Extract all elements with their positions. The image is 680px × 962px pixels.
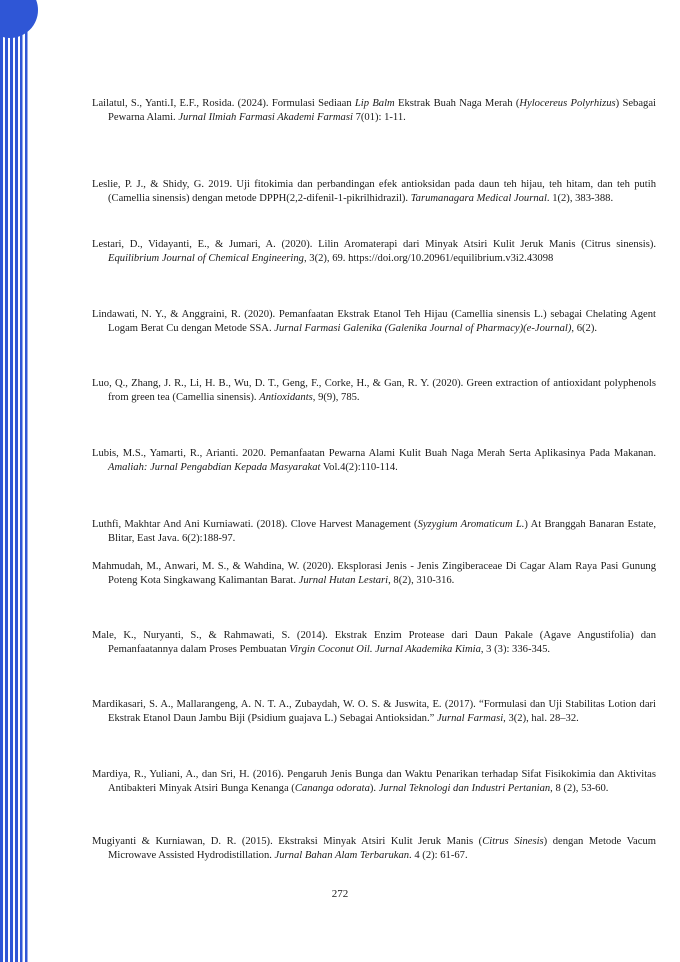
reference-italic-text: Jurnal Ilmiah Farmasi Akademi Farmasi (178, 111, 353, 123)
reference-text: Luthfi, Makhtar And Ani Kurniawati. (2018). Clove Harvest Management ( (92, 519, 418, 530)
reference-text: , 9(9), 785. (312, 391, 360, 403)
reference-item (92, 698, 656, 725)
reference-item (92, 768, 656, 795)
reference-text: , 6(2). (571, 322, 598, 334)
reference-italic-text: Amaliah: Jurnal Pengabdian Kepada Masyarakat (108, 461, 321, 473)
reference-text: , 3 (3): 336-345. (480, 643, 551, 655)
reference-italic-text: Jurnal Teknologi dan Industri Pertanian (378, 782, 551, 794)
reference-italic-text: Jurnal Bahan Alam Terbarukan (274, 849, 410, 861)
reference-italic-text: Hylocereus Polyrhizus (519, 98, 616, 109)
reference-item (92, 238, 656, 265)
page-number: 272 (331, 888, 349, 900)
reference-text: . 4 (2): 61-67. (409, 849, 468, 861)
reference-text: ). (369, 782, 379, 794)
reference-text: , 8 (2), 53-60. (550, 782, 609, 794)
reference-text: Mugiyanti & Kurniawan, D. R. (2015). Ekstraksi Minyak Atsiri Kulit Jeruk Manis ( (92, 836, 483, 847)
reference-italic-text: Jurnal Hutan Lestari (298, 574, 389, 586)
reference-text: Lailatul, S., Yanti.I, E.F., Rosida. (2024). Formulasi Sediaan (92, 98, 355, 109)
reference-text: Lestari, D., Vidayanti, E., & Jumari, A. (2020). Lilin Aromaterapi dari Minyak Atsiri Kulit Jeruk Manis (Citrus sinensis). (92, 239, 656, 250)
reference-italic-text: Lip Balm (354, 98, 395, 109)
reference-italic-text: Citrus Sinesis (482, 836, 544, 847)
reference-italic-text: Syzygium Aromaticum L. (417, 519, 525, 530)
reference-italic-text: Jurnal Farmasi Galenika (Galenika Journal of Pharmacy)(e-Journal) (274, 322, 572, 334)
reference-italic-text: Equilibrium Journal of Chemical Engineering (108, 252, 304, 264)
reference-italic-text: Antioxidants (259, 391, 313, 403)
reference-text: Lindawati, N. Y., & Anggraini, R. (2020). Pemanfaatan Ekstrak Etanol Teh Hijau (Camellia sinensis L.) sebagai Chelating Agent Logam Berat Cu dengan Metode SSA. (92, 309, 656, 334)
reference-item (92, 447, 656, 474)
reference-italic-text: Tarumanagara Medical Journal (410, 192, 547, 204)
reference-italic-text: Virgin Coconut Oil. Jurnal Akademika Kimia (289, 643, 481, 655)
reference-item (92, 97, 656, 124)
reference-text: Luo, Q., Zhang, J. R., Li, H. B., Wu, D. T., Geng, F., Corke, H., & Gan, R. Y. (2020). Green extraction of antioxidant polyphenols from green tea (Camellia sinensis). (92, 378, 656, 403)
reference-italic-text: Cananga odorata (294, 782, 370, 794)
reference-text: , 3(2), 69. https://doi.org/10.20961/equilibrium.v3i2.43098 (303, 252, 554, 264)
reference-text: Leslie, P. J., & Shidy, G. 2019. Uji fitokimia dan perbandingan efek antioksidan pada daun teh hijau, teh hitam, dan teh putih (Camellia sinensis) dengan metode DPPH(2,2-difenil-1-pikrilhidrazil). (92, 179, 656, 204)
reference-italic-text: Jurnal Farmasi (436, 712, 504, 724)
reference-item (92, 518, 656, 545)
reference-item (92, 560, 656, 587)
reference-item (92, 308, 656, 335)
reference-text: . 1(2), 383-388. (546, 192, 614, 204)
reference-item (92, 835, 656, 862)
reference-text: ) dengan Metode Vacum Microwave Assisted Hydrodistillation. (108, 836, 656, 861)
reference-text: ) At Branggah Banaran Estate, Blitar, East Java. 6(2):188-97. (108, 519, 656, 544)
reference-text: 7(01): 1-11. (352, 111, 406, 123)
reference-text: Male, K., Nuryanti, S., & Rahmawati, S. (2014). Ekstrak Enzim Protease dari Daun Pakale (Agave Angustifolia) dan Pemanfaatannya dalam Proses Pembuatan (92, 630, 656, 655)
reference-text: Vol.4(2):110-114. (320, 461, 398, 473)
reference-text: Lubis, M.S., Yamarti, R., Arianti. 2020. Pemanfaatan Pewarna Alami Kulit Buah Naga Merah Serta Aplikasinya Pada Makanan. (92, 448, 656, 459)
reference-text: Mardikasari, S. A., Mallarangeng, A. N. T. A., Zubaydah, W. O. S. & Juswita, E. (2017). “Formulasi dan Uji Stabilitas Lotion dari Ekstrak Etanol Daun Jambu Biji (Psidium guajava L.) Sebagai Antioksidan.” (92, 699, 656, 724)
reference-item (92, 178, 656, 205)
reference-text: , 8(2), 310-316. (388, 574, 455, 586)
reference-text: , 3(2), hal. 28–32. (503, 712, 579, 724)
page-border-stripes (0, 0, 40, 962)
reference-item (92, 377, 656, 404)
reference-text: Mardiya, R., Yuliani, A., dan Sri, H. (2016). Pengaruh Jenis Bunga dan Waktu Penarikan terhadap Sifat Fisikokimia dan Aktivitas Antibakteri Minyak Atsiri Bunga Kenanga ( (92, 769, 656, 794)
reference-text: Mahmudah, M., Anwari, M. S., & Wahdina, W. (2020). Eksplorasi Jenis - Jenis Zingiberaceae Di Cagar Alam Raya Pasi Gunung Poteng Kota Singkawang Kalimantan Barat. (92, 561, 656, 586)
reference-text: Ekstrak Buah Naga Merah ( (394, 98, 520, 109)
reference-item (92, 629, 656, 656)
reference-text: ) Sebagai Pewarna Alami. (108, 98, 656, 123)
